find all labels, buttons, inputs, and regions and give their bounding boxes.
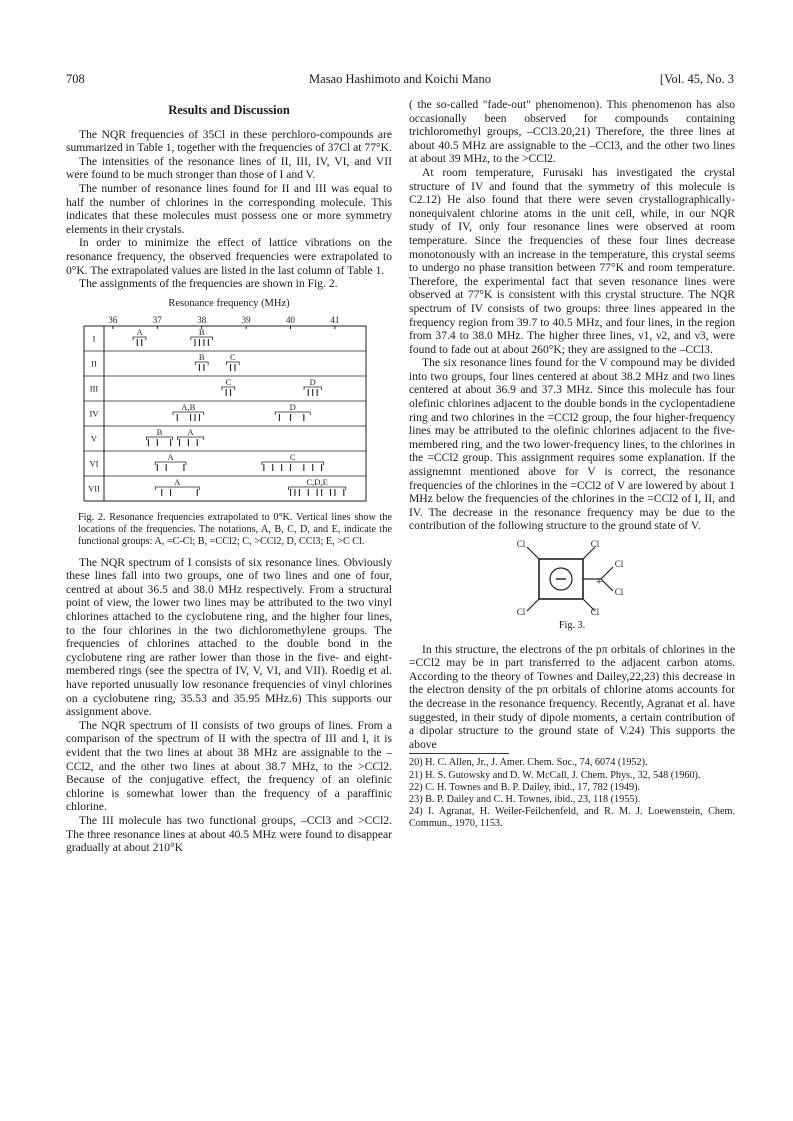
footnote: 20) H. C. Allen, Jr., J. Amer. Chem. Soc., 74, 6074 (1952). bbox=[409, 757, 648, 769]
running-header bbox=[66, 72, 734, 88]
paragraph: The III molecule has two functional groups, –CCl3 and >CCl2. The three resonance lines at about 40.5 MHz were found to disappear gradually at about 210°K bbox=[66, 813, 392, 855]
bond bbox=[601, 579, 613, 591]
group-label: C bbox=[229, 352, 236, 363]
page-number: 708 bbox=[66, 72, 85, 86]
chlorine-label: Cl bbox=[590, 607, 600, 617]
paragraph: The NQR spectrum of II consists of two groups of lines. From a comparison of the spectrum of II with the spectra of III and I, it is evident that the two lines at about 38 MHz are assignable to the –CCl2, and the other two lines at about 38.7 MHz, to the >CCl2. Because of the conjugative effect, the frequency of an olefinic chlorine is somewhat lower than the frequency of a paraffinic chlorine. bbox=[66, 718, 392, 814]
row-label: V bbox=[90, 433, 98, 444]
x-tick-label: 40 bbox=[286, 315, 296, 326]
paragraph: The NQR frequencies of 35Cl in these perchloro-compounds are summarized in Table 1, together with the frequencies of 37Cl at 77°K. bbox=[66, 127, 392, 155]
chlorine-label: Cl bbox=[614, 587, 624, 597]
paragraph: In this structure, the electrons of the pπ orbitals of chlorines in the =CCl2 may be in part transferred to the adjacent carbon atoms. According to the theory of Townes and Dailey,22,23) this decrease in the electron density of the pπ orbitals of chlorine atoms accounts for the decrease in the resonance frequency. Recently, Agranat et al. have suggested, in their study of dipole moments, a certain contribution of a dipolar structure to the ground state of V.24) This supports the above bbox=[409, 642, 735, 751]
journal-volume: [Vol. 45, No. 3 bbox=[659, 72, 734, 86]
x-tick-label: 38 bbox=[197, 315, 207, 326]
group-label: C bbox=[225, 377, 232, 388]
group-label: A bbox=[187, 427, 194, 438]
row-label: I bbox=[92, 333, 96, 344]
paragraph: The intensities of the resonance lines of II, III, IV, VI, and VII were found to be much stronger than those of I and V. bbox=[66, 154, 392, 182]
running-authors: Masao Hashimoto and Koichi Mano bbox=[309, 72, 491, 86]
chlorine-label: Cl bbox=[614, 559, 624, 569]
group-label: B bbox=[198, 352, 205, 363]
x-tick-label: 36 bbox=[108, 315, 118, 326]
group-label: A bbox=[136, 327, 143, 338]
plus-sign: + bbox=[595, 574, 603, 588]
group-label: A bbox=[174, 477, 181, 488]
figure-2 bbox=[66, 297, 392, 509]
section-heading: Results and Discussion bbox=[168, 103, 290, 117]
chlorine-label: Cl bbox=[516, 539, 526, 549]
figure-3 bbox=[409, 539, 735, 617]
figure-axis-title: Resonance frequency (MHz) bbox=[168, 297, 290, 309]
resonance-chart bbox=[80, 312, 370, 508]
figure-3-caption: Fig. 3. bbox=[558, 620, 586, 631]
row-label: IV bbox=[89, 408, 99, 419]
paragraph: The NQR spectrum of I consists of six resonance lines. Obviously these lines fall into two groups, one of two lines and one of four, centred at about 36.5 and 38.0 MHz respectively. From a structural point of view, the lower two lines may be attributed to the two vinyl chlorines attached to the cyclobutene ring, and the higher four lines, to the four chlorines in the two dichloromethylene groups. The frequencies of chlorines attached to the double bond in the cyclobutene ring are rather lower than those in the five- and eight-membered rings (see the spectra of IV, V, VI, and VII). Roedig et al. have reported unusually low resonance frequencies of vinyl chlorines on a cyclobutene ring, 35.53 and 35.95 MHz.6) This supports our assignment above. bbox=[66, 555, 392, 719]
footnote: 21) H. S. Gutowsky and D. W. McCall, J. Chem. Phys., 32, 548 (1960). bbox=[409, 769, 701, 781]
group-bracket bbox=[155, 462, 186, 465]
group-label: C bbox=[289, 452, 296, 463]
group-bracket bbox=[133, 337, 146, 340]
bond bbox=[527, 547, 539, 559]
group-label: B bbox=[198, 327, 205, 338]
chlorine-label: Cl bbox=[516, 607, 526, 617]
row-label: VI bbox=[89, 458, 99, 469]
footnotes bbox=[409, 757, 735, 830]
right-column bbox=[409, 98, 735, 831]
group-bracket bbox=[195, 362, 208, 365]
group-label: C,D,E bbox=[306, 477, 328, 488]
row-label: II bbox=[91, 358, 97, 369]
paragraph: The assignments of the frequencies are shown in Fig. 2. bbox=[79, 277, 338, 291]
left-column bbox=[66, 104, 392, 855]
bond bbox=[527, 599, 539, 611]
group-bracket bbox=[275, 412, 310, 415]
group-bracket bbox=[222, 387, 235, 390]
paragraph: The number of resonance lines found for II and III was equal to half the number of chlorines in the corresponding molecule. This indicates that these molecules must possess one or more symmetry elements in their crystals. bbox=[66, 181, 392, 236]
footnote: 22) C. H. Townes and B. P. Dailey, ibid., 17, 782 (1949). bbox=[409, 781, 641, 793]
group-label: B bbox=[156, 427, 163, 438]
paragraph: At room temperature, Furusaki has investigated the crystal structure of IV and found that the symmetry of this molecule is C2.12) He also found that there were seven crystallographically-nonequivalent chlorine atoms in the unit cell, while, in our NQR study of IV, only four resonance lines were observed at room temperature. Since the frequencies of these four lines decrease monotonously with an increase in the temperature, this crystal seems to undergo no phase transition between 77°K and room temperature. Therefore, the experimental fact that seven resonance lines were observed at 77°K is consistent with this crystal structure. The NQR spectrum of IV consists of two groups: three lines appeared in the frequency region from 39.7 to 40.5 MHz, and four lines, in the region from 37.4 to 38.0 MHz. The higher three lines, ν1, ν2, and ν3, were found to fade out at about 260°K; they are assigned to the –CCl3. bbox=[409, 165, 735, 356]
group-bracket bbox=[177, 437, 203, 440]
footnote-divider bbox=[409, 753, 509, 754]
footnote: 23) B. P. Dailey and C. H. Townes, ibid., 23, 118 (1955). bbox=[409, 793, 641, 805]
footnote: 24) I. Agranat, H. Weiler-Feilchenfeld, and R. M. J. Loewenstein, Chem. Commun., 1970, 1153. bbox=[409, 806, 735, 830]
x-tick-label: 37 bbox=[152, 315, 162, 326]
bond bbox=[601, 567, 613, 579]
group-label: D bbox=[289, 402, 296, 413]
structure-diagram bbox=[409, 539, 735, 617]
group-label: A,B bbox=[181, 402, 196, 413]
figure-2-caption: Fig. 2. Resonance frequencies extrapolated to 0°K. Vertical lines show the locations of the frequencies. The notations, A, B, C, D, and E, indicate the functional groups: A, =C-Cl; B, =CCl2; C, >CCl2, D, CCl3; E, >C Cl. bbox=[78, 512, 392, 547]
paragraph: ( the so-called "fade-out" phenomenon). This phenomenon has also occasionally been observed for compounds containing trichloromethyl groups, –CCl3.20,21) Therefore, the three lines at about 40.5 MHz are assignable to the –CCl3, and the other two lines at about 39 MHz, to the >CCl2. bbox=[409, 98, 735, 166]
chlorine-label: Cl bbox=[590, 539, 600, 549]
group-label: A bbox=[167, 452, 174, 463]
row-label: III bbox=[89, 383, 99, 394]
group-bracket bbox=[226, 362, 239, 365]
group-bracket bbox=[191, 337, 213, 340]
paragraph: In order to minimize the effect of lattice vibrations on the resonance frequency, the observed frequencies were extrapolated to 0°K. The extrapolated values are listed in the last column of Table 1. bbox=[66, 236, 392, 277]
group-label: D bbox=[309, 377, 316, 388]
paragraph: The six resonance lines found for the V compound may be divided into two groups, four lines centered at about 38.2 MHz and two lines centered at about 36.9 and 37.3 MHz. Since this molecule has four olefinic chlorines adjacent to the double bonds in the cyclopentadiene ring and two chlorines in the =CCl2 group, the four higher-frequency lines may be attributed to the olefinic chlorines adjacent to the five-membered ring, and the two lower-frequency lines, to the chlorines in the =CCl2 group. This assignment requires some explanation. If the assignemnt mentioned above for V is correct, the resonance frequencies of the chlorines in the =CCl2 of V are lowered by about 1 MHz below the frequencies of the chlorines in the =CCl2 of I, II, and IV. The decrease in the resonance frequency may be due to the contribution of the following structure to the ground state of V. bbox=[409, 356, 735, 533]
group-bracket bbox=[146, 437, 172, 440]
group-bracket bbox=[262, 462, 324, 465]
row-label: VII bbox=[88, 483, 100, 494]
x-tick-label: 39 bbox=[241, 315, 251, 326]
x-tick-label: 41 bbox=[330, 315, 340, 326]
